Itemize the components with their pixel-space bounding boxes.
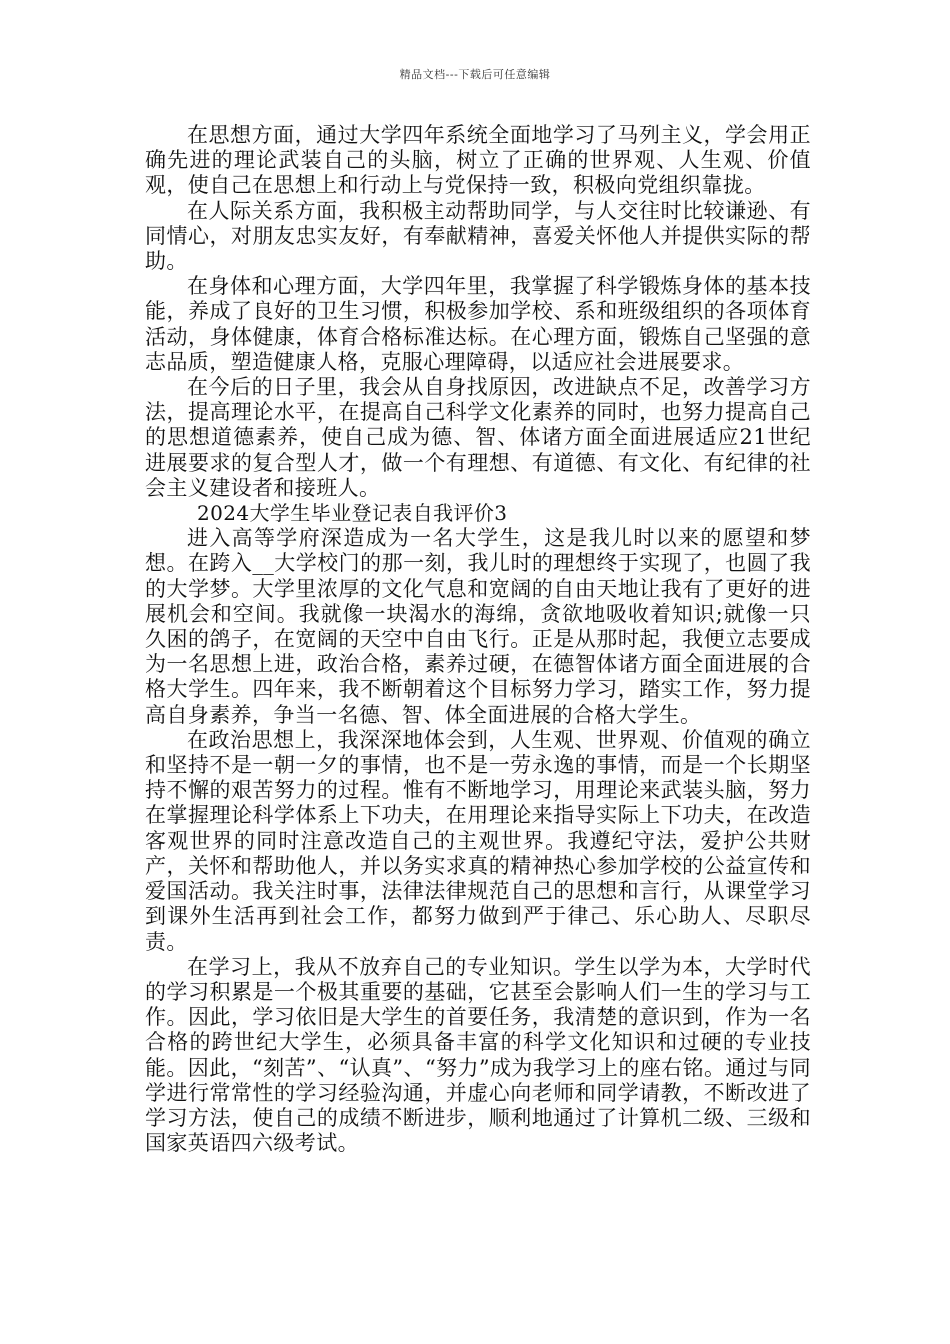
- paragraph-health: 在身体和心理方面，大学四年里，我掌握了科学锻炼身体的基本技能，养成了良好的卫生习惯，积极参加学校、系和班级组织的各项体育活动，身体健康，体育合格标准达标。在心理方面，锻炼自己坚强的意志品质，塑造健康人格，克服心理障碍，以适应社会进展要求。: [145, 274, 811, 374]
- section-title: 2024大学生毕业登记表自我评价3: [197, 501, 508, 526]
- paragraph-relationships: 在人际关系方面，我积极主动帮助同学，与人交往时比较谦逊、有同情心，对朋友忠实友好，有奉献精神，喜爱关怀他人并提供实际的帮助。: [145, 198, 811, 274]
- paragraph-ideology: 在思想方面，通过大学四年系统全面地学习了马列主义，学会用正确先进的理论武装自己的头脑，树立了正确的世界观、人生观、价值观，使自己在思想上和行动上与党保持一致，积极向党组织靠拢。: [145, 123, 811, 198]
- paragraph-future: 在今后的日子里，我会从自身找原因，改进缺点不足，改善学习方法，提高理论水平，在提高自己科学文化素养的同时，也努力提高自己的思想道德素养，使自己成为德、智、体诸方面全面进展适应21世纪进展要求的复合型人才，做一个有理想、有道德、有文化、有纪律的社会主义建设者和接班人。: [145, 375, 811, 500]
- paragraph-political-thought: 在政治思想上，我深深地体会到，人生观、世界观、价值观的确立和坚持不是一朝一夕的事情，也不是一劳永逸的事情，而是一个长期坚持不懈的艰苦努力的过程。惟有不断地学习，用理论来武装头脑，努力在掌握理论科学体系上下功夫，在用理论来指导实际上下功夫，在改造客观世界的同时注意改造自己的主观世界。我遵纪守法，爱护公共财产，关怀和帮助他人，并以务实求真的精神热心参加学校的公益宣传和爱国活动。我关注时事，法律法律规范自己的思想和言行，从课堂学习到课外生活再到社会工作，都努力做到严于律己、乐心助人、尽职尽责。: [145, 727, 811, 954]
- page-header: 精品文档---下载后可任意编辑: [399, 68, 551, 81]
- paragraph-university-dream: 进入高等学府深造成为一名大学生，这是我儿时以来的愿望和梦想。在跨入__大学校门的那一刻，我儿时的理想终于实现了，也圆了我的大学梦。大学里浓厚的文化气息和宽阔的自由天地让我有了更好的进展机会和空间。我就像一块渴水的海绵，贪欲地吸收着知识;就像一只久困的鸽子，在宽阔的天空中自由飞行。正是从那时起，我便立志要成为一名思想上进，政治合格，素养过硬，在德智体诸方面全面进展的合格大学生。四年来，我不断朝着这个目标努力学习，踏实工作，努力提高自身素养，争当一名德、智、体全面进展的合格大学生。: [145, 526, 811, 727]
- paragraph-study: 在学习上，我从不放弃自己的专业知识。学生以学为本，大学时代的学习积累是一个极其重要的基础，它甚至会影响人们一生的学习与工作。因此，学习依旧是大学生的首要任务，我清楚的意识到，作为一名合格的跨世纪大学生，必须具备丰富的科学文化知识和过硬的专业技能。因此，“刻苦”、“认真”、“努力”成为我学习上的座右铭。通过与同学进行常常性的学习经验沟通，并虚心向老师和同学请教，不断改进了学习方法，使自己的成绩不断进步，顺利地通过了计算机二级、三级和国家英语四六级考试。: [145, 954, 812, 1156]
- document-body: [145, 123, 811, 1156]
